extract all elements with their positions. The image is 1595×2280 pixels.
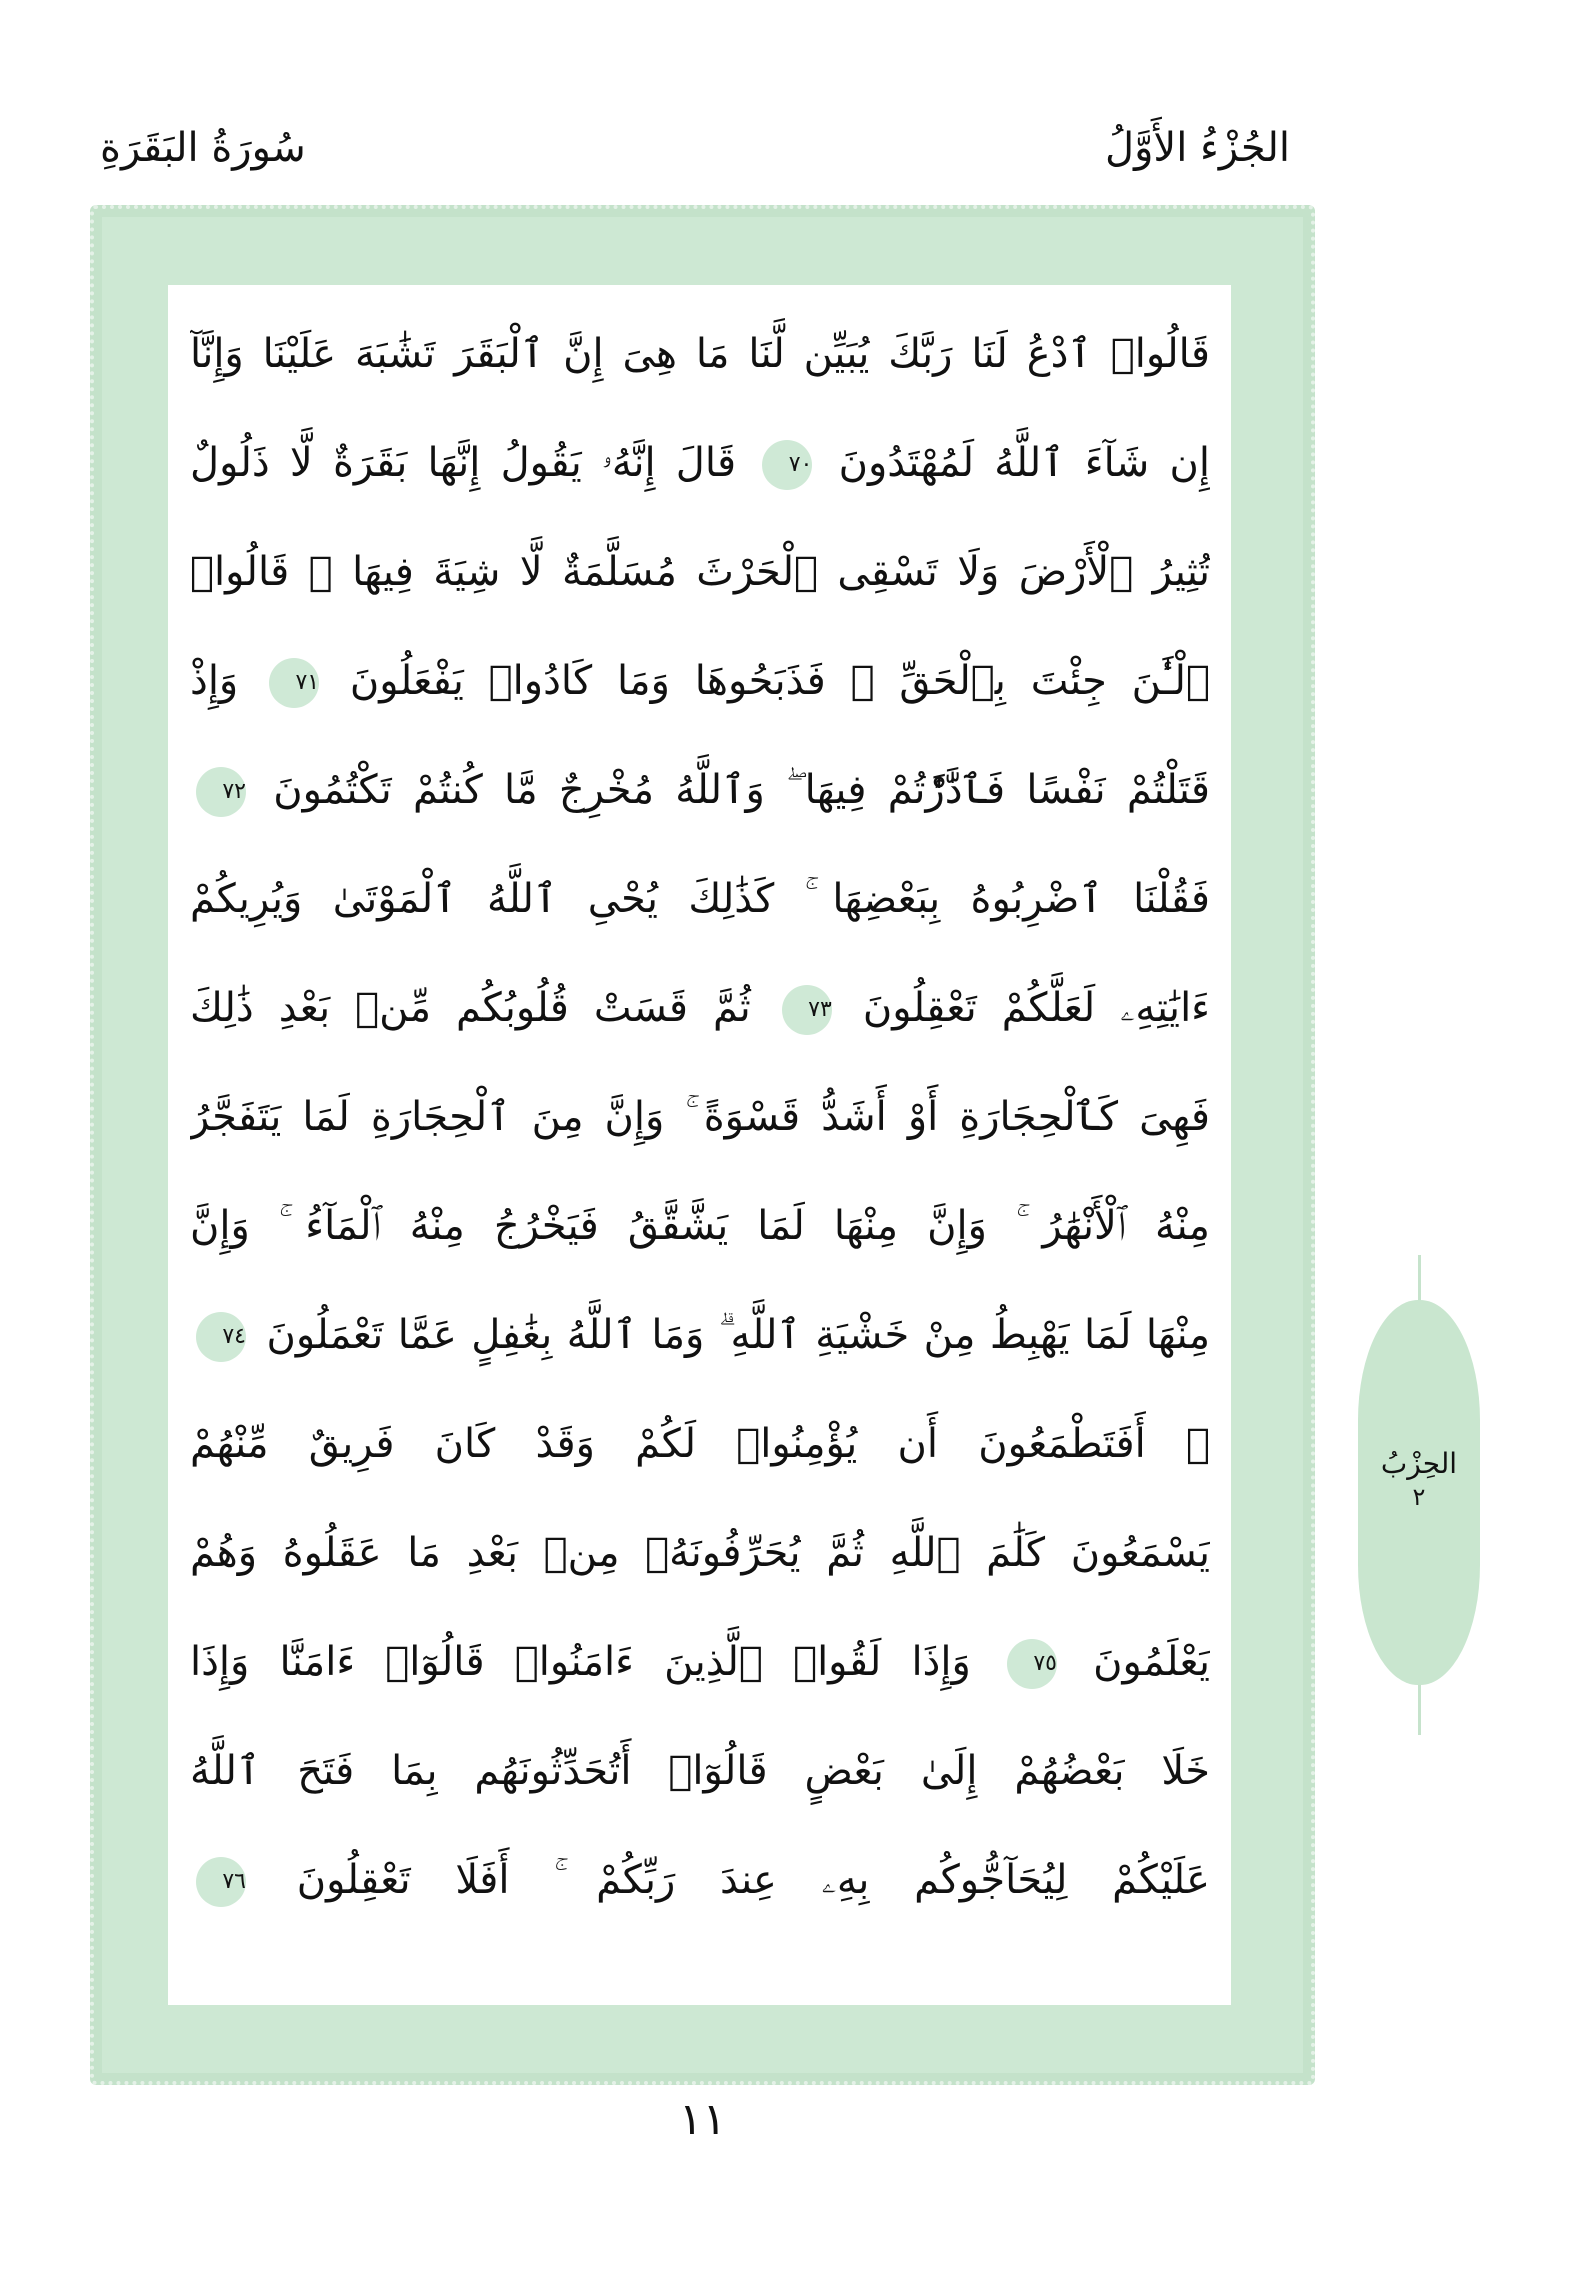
ayah-number-marker: ٧٥ [1007,1639,1057,1689]
verse-text: ۞ أَفَتَطْمَعُونَ أَن يُؤْمِنُوا۟ لَكُمْ وَقَدْ كَانَ فَرِيقٌ مِّنْهُمْ [190,1421,1210,1467]
verse-line [190,300,1210,409]
page-number: ١١ [678,2094,727,2145]
surah-name: سُورَةُ البَقَرَةِ [100,125,306,171]
verse-text: إِن شَآءَ ٱللَّهُ لَمُهْتَدُونَ [838,440,1210,486]
verse-text: ثُمَّ قَسَتْ قُلُوبُكُم مِّنۢ بَعْدِ ذَٰلِكَ [190,985,751,1031]
verse-line [190,1281,1210,1390]
verse-text: خَلَا بَعْضُهُمْ إِلَىٰ بَعْضٍ قَالُوٓا۟ أَتُحَدِّثُونَهُم بِمَا فَتَحَ ٱللَّهُ [190,1748,1210,1794]
verse-text: ٱلْـَٰٔنَ جِئْتَ بِٱلْحَقِّ ۚ فَذَبَحُوهَا وَمَا كَادُوا۟ يَفْعَلُونَ [349,658,1210,704]
verse-text: ءَايَٰتِهِۦ لَعَلَّكُمْ تَعْقِلُونَ [862,985,1210,1031]
verse-text: عَلَيْكُمْ لِيُحَآجُّوكُم بِهِۦ عِندَ رَبِّكُمْ ۚ أَفَلَا تَعْقِلُونَ [296,1857,1210,1903]
verse-line [190,736,1210,845]
ayah-number-marker: ٧٦ [196,1857,246,1907]
verse-text: يَسْمَعُونَ كَلَٰمَ ٱللَّهِ ثُمَّ يُحَرِّفُونَهُۥ مِنۢ بَعْدِ مَا عَقَلُوهُ وَهُمْ [190,1530,1210,1576]
verse-line [190,1063,1210,1172]
ayah-number-marker: ٧٢ [196,767,246,817]
ayah-number-marker: ٧٠ [762,440,812,490]
verse-text: قَتَلْتُمْ نَفْسًا فَٱدَّٰرَْٰٔتُمْ فِيهَا ۖ وَٱللَّهُ مُخْرِجٌ مَّا كُنتُمْ تَكْتُمُونَ [273,767,1210,813]
verse-line [190,1608,1210,1717]
hizb-number: ٢ [1412,1483,1426,1511]
hizb-badge [1358,1300,1480,1685]
verse-line [190,1390,1210,1499]
verse-line [190,954,1210,1063]
juz-name: الجُزْءُ الأَوَّلُ [1105,125,1291,171]
verse-line [190,1499,1210,1608]
verse-text: تُثِيرُ ٱلْأَرْضَ وَلَا تَسْقِى ٱلْحَرْثَ مُسَلَّمَةٌ لَّا شِيَةَ فِيهَا ۚ قَالُوا۟ [190,549,1210,595]
verse-text: فَهِىَ كَٱلْحِجَارَةِ أَوْ أَشَدُّ قَسْوَةً ۚ وَإِنَّ مِنَ ٱلْحِجَارَةِ لَمَا يَتَفَجَّرُ [190,1094,1210,1140]
verse-text: مِنْهُ ٱلْأَنْهَٰرُ ۚ وَإِنَّ مِنْهَا لَمَا يَشَّقَّقُ فَيَخْرُجُ مِنْهُ ٱلْمَآءُ ۚ وَإِنَّ [190,1203,1210,1249]
verse-text: مِنْهَا لَمَا يَهْبِطُ مِنْ خَشْيَةِ ٱللَّهِ ۗ وَمَا ٱللَّهُ بِغَٰفِلٍ عَمَّا تَعْمَلُونَ [266,1312,1210,1358]
quran-text [190,300,1210,1935]
verse-text: قَالُوا۟ ٱدْعُ لَنَا رَبَّكَ يُبَيِّن لَّنَا مَا هِىَ إِنَّ ٱلْبَقَرَ تَشَٰبَهَ عَلَيْنَا وَإِنَّآ [190,331,1210,377]
verse-line [190,1172,1210,1281]
ayah-number-marker: ٧٣ [782,985,832,1035]
verse-text: يَعْلَمُونَ [1093,1639,1210,1685]
verse-line [190,1717,1210,1826]
verse-text: وَإِذْ [190,658,239,704]
verse-text: وَإِذَا لَقُوا۟ ٱلَّذِينَ ءَامَنُوا۟ قَالُوٓا۟ ءَامَنَّا وَإِذَا [190,1639,971,1685]
verse-text: فَقُلْنَا ٱضْرِبُوهُ بِبَعْضِهَا ۚ كَذَٰلِكَ يُحْىِ ٱللَّهُ ٱلْمَوْتَىٰ وَيُرِيكُمْ [190,876,1210,922]
verse-text: قَالَ إِنَّهُۥ يَقُولُ إِنَّهَا بَقَرَةٌ لَّا ذَلُولٌ [190,440,737,486]
verse-line [190,845,1210,954]
verse-line [190,518,1210,627]
hizb-label: الحِزْبُ [1380,1447,1458,1480]
ayah-number-marker: ٧٤ [196,1312,246,1362]
verse-line [190,409,1210,518]
verse-line [190,627,1210,736]
ayah-number-marker: ٧١ [269,658,319,708]
verse-line [190,1826,1210,1935]
